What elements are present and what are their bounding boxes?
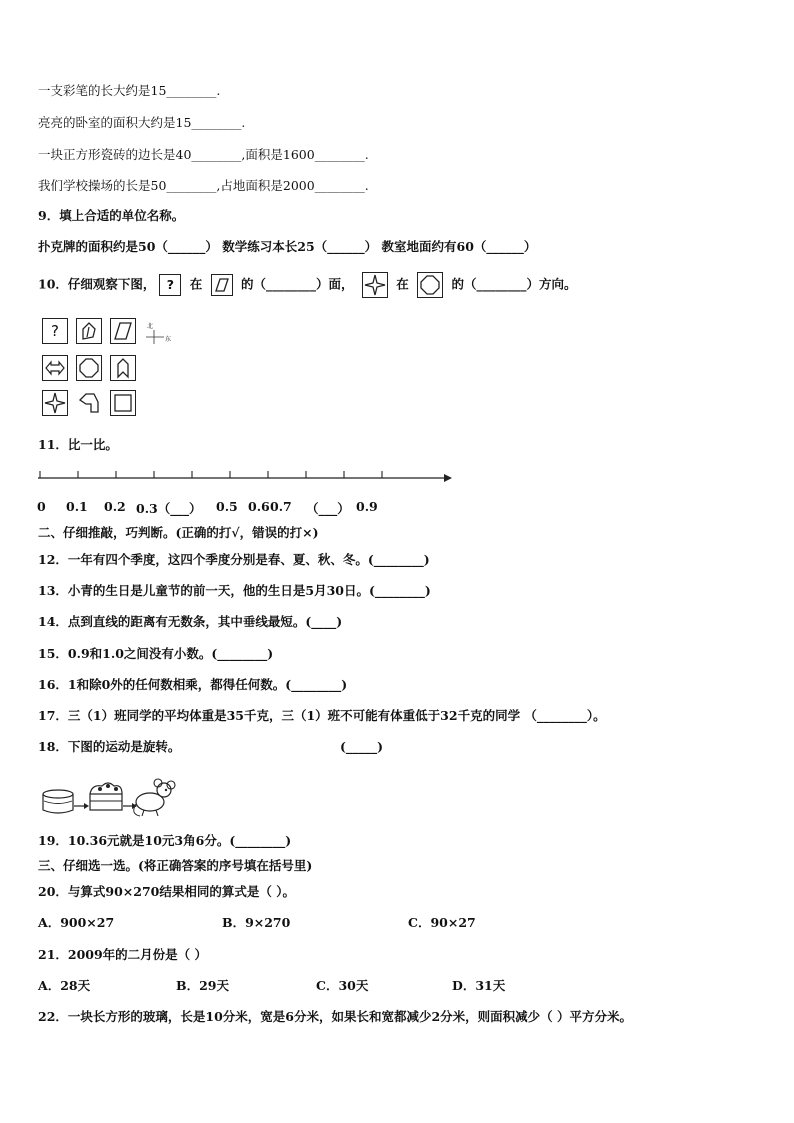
question-11: 11．比一比。 xyxy=(38,437,118,452)
question-19: 19．10.36元就是10元3角6分。(________) xyxy=(38,833,292,848)
octagon-icon xyxy=(417,272,443,298)
hook-shape-icon xyxy=(76,390,102,416)
question-21-option-d: D．31天 xyxy=(452,978,506,993)
octagon-icon xyxy=(76,355,102,381)
grid-question-mark: ? xyxy=(42,318,68,344)
question-21: 21．2009年的二月份是（ ） xyxy=(38,947,208,962)
nl-label-8: （___） xyxy=(306,501,350,516)
line-playground: 我们学校操场的长是50________,占地面积是2000________. xyxy=(38,178,369,193)
nl-label-3: 0.3（___） xyxy=(136,501,202,516)
nl-label-9: 0.9 xyxy=(356,499,378,514)
nl-label-0: 0 xyxy=(37,499,46,514)
nl-label-6: 0.6 xyxy=(248,499,270,514)
number-line xyxy=(36,468,456,488)
compass-east-label: 东 xyxy=(165,336,172,343)
four-point-star-icon xyxy=(362,272,388,298)
question-mark-icon: ? xyxy=(159,274,181,296)
question-10 xyxy=(38,272,576,298)
nl-label-5: 0.5 xyxy=(216,499,238,514)
section-3-title: 三、仔细选一选。(将正确答案的序号填在括号里) xyxy=(38,858,313,873)
cake-mouse-illustration xyxy=(40,774,180,820)
four-point-star-icon xyxy=(42,390,68,416)
question-10-in-2: 在 xyxy=(396,276,409,292)
square-icon xyxy=(110,390,136,416)
question-14: 14．点到直线的距离有无数条，其中垂线最短。(____) xyxy=(38,614,343,629)
line-tile: 一块正方形瓷砖的边长是40________,面积是1600________. xyxy=(38,147,369,162)
question-22: 22．一块长方形的玻璃，长是10分米，宽是6分米，如果长和宽都减少2分米，则面积减少（ ）平方分米。 xyxy=(38,1009,633,1024)
question-20-option-b: B．9×270 xyxy=(222,915,291,930)
question-20-option-c: C．90×27 xyxy=(408,915,476,930)
line-pen-length: 一支彩笔的长大约是15________. xyxy=(38,83,221,98)
question-13: 13．小青的生日是儿童节的前一天，他的生日是5月30日。(________) xyxy=(38,583,431,598)
line-bedroom-area: 亮亮的卧室的面积大约是15________. xyxy=(38,115,246,130)
question-20: 20．与算式90×270结果相同的算式是（ ）。 xyxy=(38,884,295,899)
question-9: 9．填上合适的单位名称。 xyxy=(38,208,185,223)
question-10-in-1: 在 xyxy=(189,276,203,292)
question-21-option-a: A．28天 xyxy=(38,978,91,993)
double-arrow-icon xyxy=(42,355,68,381)
pentagon-arrow-icon xyxy=(76,318,102,344)
section-2-title: 二、仔细推敲，巧判断。(正确的打√，错误的打×) xyxy=(38,525,319,540)
compass-rose xyxy=(142,322,172,346)
question-18-answer: (_____) xyxy=(340,739,384,754)
question-12: 12．一年有四个季度，这四个季度分别是春、夏、秋、冬。(________) xyxy=(38,552,430,567)
question-15: 15．0.9和1.0之间没有小数。(________) xyxy=(38,646,274,661)
parallelogram-icon xyxy=(211,274,233,296)
question-20-option-a: A．900×27 xyxy=(38,915,115,930)
bookmark-icon xyxy=(110,355,136,381)
parallelogram-icon xyxy=(110,318,136,344)
compass-north-label: 北 xyxy=(147,323,154,330)
nl-label-1: 0.1 xyxy=(66,499,88,514)
question-10-prefix: 10．仔细观察下图， xyxy=(38,276,156,292)
question-9-items: 扑克牌的面积约是50（______） 数学练习本长25（______） 教室地面约有60（______） xyxy=(38,239,537,254)
question-10-suffix: 的（________）方向。 xyxy=(451,276,577,292)
nl-label-2: 0.2 xyxy=(104,499,126,514)
question-16: 16．1和除0外的任何数相乘，都得任何数。(________) xyxy=(38,677,348,692)
question-18: 18．下图的运动是旋转。 xyxy=(38,739,181,754)
nl-label-7: 0.7 xyxy=(270,499,292,514)
question-21-option-b: B．29天 xyxy=(176,978,229,993)
question-17: 17．三（1）班同学的平均体重是35千克，三（1）班不可能有体重低于32千克的同学 （________）。 xyxy=(38,708,606,723)
question-21-option-c: C．30天 xyxy=(316,978,369,993)
question-10-mid: 的（________）面， xyxy=(241,276,354,292)
